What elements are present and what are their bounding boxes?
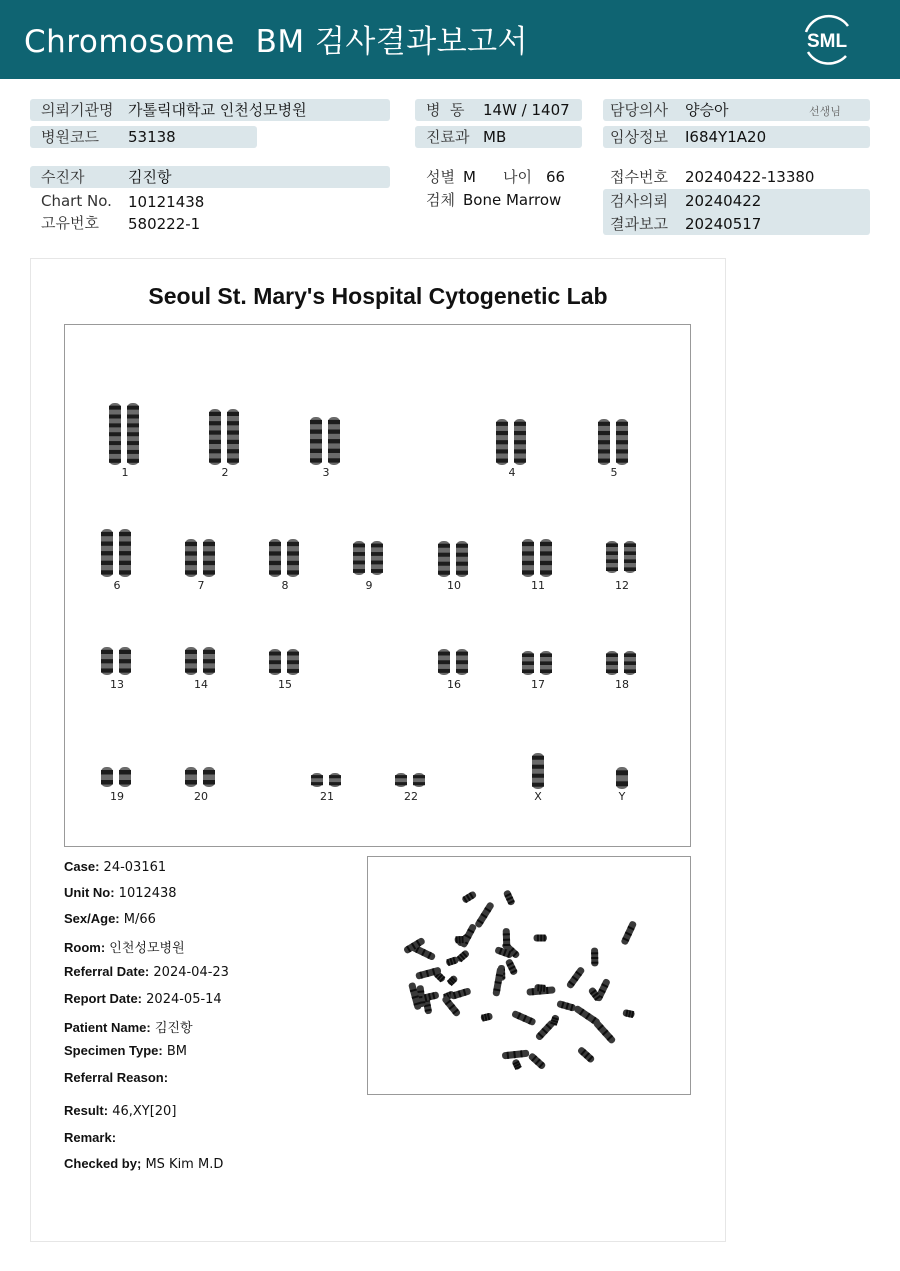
chromosome-X (530, 753, 546, 789)
page-title: Chromosome BM 검사결과보고서 (24, 24, 529, 60)
metaphase-chromosome (534, 935, 547, 942)
dept-value: MB (483, 128, 507, 146)
chromosome-8 (268, 539, 302, 577)
metaphase-chromosome (459, 923, 477, 949)
chromosome-label: 22 (404, 790, 418, 803)
metaphase-chromosome (503, 889, 516, 906)
dept-label: 진료과 (426, 128, 470, 146)
report-field (64, 911, 156, 927)
hospital-label: 의뢰기관명 (41, 101, 114, 119)
report-field-label: Remark: (64, 1130, 117, 1145)
chromosome-label: 14 (194, 678, 208, 691)
metaphase-chromosome (577, 1046, 596, 1064)
chromosome-22 (394, 773, 428, 787)
chromosome-14 (184, 647, 218, 675)
report-field (64, 937, 185, 956)
chromosome-12 (605, 541, 639, 573)
report-field (64, 885, 177, 901)
chromosome-13 (100, 647, 134, 675)
metaphase-chromosome (556, 1000, 576, 1012)
age-label: 나이 (503, 168, 532, 186)
metaphase-chromosome (492, 966, 504, 996)
chromosome-label: Y (618, 790, 626, 803)
report-field-value: BM (162, 1044, 188, 1059)
chromosome-label: 16 (447, 678, 461, 691)
doctor-suffix: 선생님 (809, 105, 841, 118)
chromosome-11 (521, 539, 555, 577)
ward-value: 14W / 1407 (483, 101, 570, 119)
report-field (64, 859, 166, 875)
metaphase-chromosome (474, 901, 495, 929)
chromosome-label: 18 (615, 678, 629, 691)
metaphase-chromosome (566, 966, 586, 990)
metaphase-chromosome (502, 1050, 530, 1060)
doctor-label: 담당의사 (610, 101, 668, 119)
chromosome-6 (100, 529, 134, 577)
chromosome-label: 12 (615, 579, 629, 592)
report-field-label: Case: (64, 859, 100, 874)
code-label: 병원코드 (41, 128, 99, 146)
request-label: 검사의뢰 (610, 192, 668, 210)
report-field-value: 24-03161 (99, 860, 167, 875)
sml-logo (798, 12, 856, 68)
hospital-value: 가톨릭대학교 인천성모병원 (128, 101, 307, 119)
chromosome-label: 21 (320, 790, 334, 803)
chromosome-label: 2 (221, 466, 229, 479)
chromosome-5 (597, 419, 631, 465)
chromosome-label: 10 (447, 579, 461, 592)
chromosome-label: X (534, 790, 542, 803)
report-field-label: Checked by; (64, 1156, 142, 1171)
code-value: 53138 (128, 128, 176, 146)
name-value: 김진항 (128, 168, 172, 186)
report-field (64, 991, 222, 1007)
report-field-value: 2024-04-23 (149, 965, 229, 980)
chromosome-7 (184, 539, 218, 577)
metaphase-chromosome (591, 948, 598, 967)
chromosome-label: 13 (110, 678, 124, 691)
report-field-value: 김진항 (150, 1021, 193, 1036)
report-field (64, 1017, 193, 1036)
report-field (64, 1070, 168, 1086)
report-field-value: 1012438 (114, 886, 177, 901)
sex-label: 성별 (426, 168, 455, 186)
sex-value: M (463, 168, 476, 186)
report-field (64, 964, 229, 980)
report-field-label: Specimen Type: (64, 1043, 163, 1058)
chromosome-label: 4 (508, 466, 516, 479)
chart-value: 10121438 (128, 193, 205, 211)
chromosome-label: 7 (197, 579, 205, 592)
chromosome-Y (614, 767, 630, 789)
report-field-label: Result: (64, 1103, 109, 1118)
metaphase-chromosome (446, 974, 458, 986)
report-field-label: Patient Name: (64, 1020, 151, 1035)
metaphase-chromosome (455, 936, 467, 943)
metaphase-chromosome (620, 920, 637, 946)
chromosome-label: 8 (281, 579, 289, 592)
chromosome-21 (310, 773, 344, 787)
specimen-label: 검체 (426, 191, 455, 209)
chromosome-label: 9 (365, 579, 373, 592)
metaphase-chromosome (503, 928, 511, 949)
clinical-value: I684Y1A20 (685, 128, 767, 146)
report-field-label: Unit No: (64, 885, 115, 900)
metaphase-image (367, 856, 691, 1095)
id-label: 고유번호 (41, 214, 99, 232)
chromosome-16 (437, 649, 471, 675)
specimen-value: Bone Marrow (463, 191, 562, 209)
chromosome-3 (309, 417, 343, 465)
ward-label: 병 동 (426, 101, 465, 119)
receipt-label: 접수번호 (610, 168, 668, 186)
report-field-value: M/66 (119, 912, 156, 927)
clinical-label: 임상정보 (610, 128, 668, 146)
chromosome-20 (184, 767, 218, 787)
chromosome-label: 1 (121, 466, 129, 479)
chromosome-1 (108, 403, 142, 465)
report-field (64, 1156, 223, 1172)
report-field-label: Referral Reason: (64, 1070, 169, 1085)
chart-label: Chart No. (41, 192, 112, 210)
chromosome-label: 11 (531, 579, 545, 592)
chromosome-label: 3 (322, 466, 330, 479)
report-field-value: 46,XY[20] (108, 1104, 177, 1119)
receipt-value: 20240422-13380 (685, 168, 815, 186)
chromosome-10 (437, 541, 471, 577)
logo-text: SML (806, 31, 848, 52)
chromosome-label: 6 (113, 579, 121, 592)
report-field (64, 1043, 187, 1059)
chromosome-label: 20 (194, 790, 208, 803)
report-field-label: Referral Date: (64, 964, 150, 979)
metaphase-chromosome (480, 1012, 493, 1021)
metaphase-chromosome (534, 984, 546, 992)
metaphase-chromosome (461, 890, 477, 904)
age-value: 66 (546, 168, 566, 186)
metaphase-chromosome (505, 958, 519, 976)
metaphase-chromosome (445, 956, 459, 966)
metaphase-chromosome (450, 987, 472, 1000)
doctor-value: 양승아 (685, 101, 729, 119)
result-value: 20240517 (685, 215, 762, 233)
metaphase-chromosome (511, 1058, 522, 1070)
chromosome-19 (100, 767, 134, 787)
metaphase-chromosome (511, 1010, 537, 1027)
lab-title: Seoul St. Mary's Hospital Cytogenetic Lab (148, 283, 608, 309)
report-field-value: MS Kim M.D (141, 1157, 224, 1172)
karyogram (64, 324, 691, 847)
chromosome-17 (521, 651, 555, 675)
id-value: 580222-1 (128, 215, 201, 233)
report-field (64, 1130, 116, 1146)
chromosome-15 (268, 649, 302, 675)
chromosome-label: 5 (610, 466, 618, 479)
chromosome-18 (605, 651, 639, 675)
report-field-label: Room: (64, 940, 106, 955)
chromosome-9 (352, 541, 386, 575)
chromosome-label: 19 (110, 790, 124, 803)
report-field-label: Report Date: (64, 991, 143, 1006)
chromosome-label: 17 (531, 678, 545, 691)
report-field-value: 인천성모병원 (105, 941, 185, 956)
chromosome-label: 15 (278, 678, 292, 691)
report-field-value: 2024-05-14 (142, 992, 222, 1007)
chromosome-4 (495, 419, 529, 465)
metaphase-chromosome (422, 991, 440, 1002)
name-label: 수진자 (41, 168, 85, 186)
chromosome-2 (208, 409, 242, 465)
report-field (64, 1103, 176, 1119)
metaphase-chromosome (622, 1009, 635, 1018)
request-value: 20240422 (685, 192, 762, 210)
metaphase-chromosome (593, 1019, 617, 1044)
report-header (0, 0, 900, 79)
metaphase-chromosome (527, 1052, 546, 1070)
report-field-label: Sex/Age: (64, 911, 120, 926)
result-label: 결과보고 (610, 215, 668, 233)
